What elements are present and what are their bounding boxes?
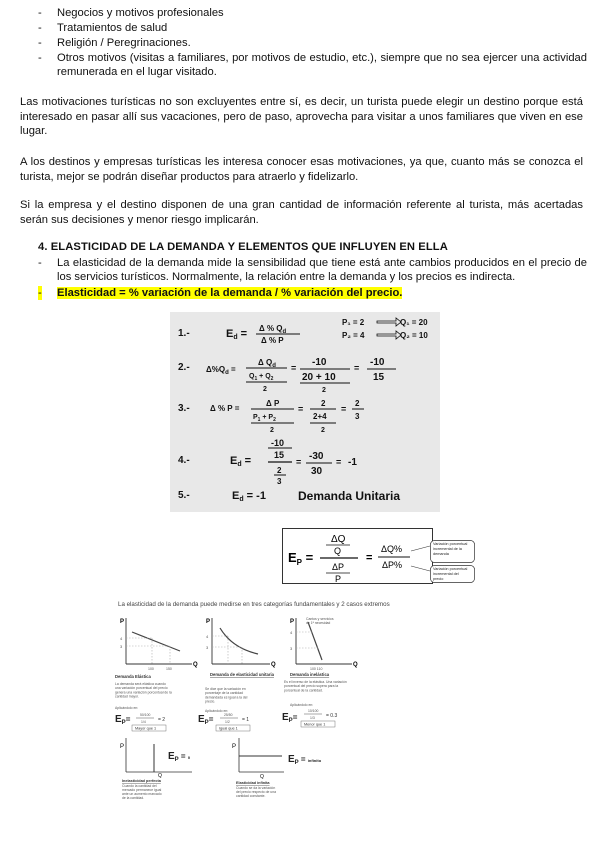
- svg-text:1/4: 1/4: [141, 720, 146, 724]
- step-number: 4.-: [178, 455, 190, 466]
- svg-text:20 + 10: 20 + 10: [302, 372, 336, 383]
- svg-text:= 2: = 2: [158, 717, 166, 723]
- svg-text:Q: Q: [193, 662, 198, 668]
- paragraph: Las motivaciones turísticas no son excluyentes entre sí, es decir, un turista puede elegir un destino porque está interesado en pasar allí sus vacaciones, pero de paso, aprovecha para visitar a unos familiares que viven en ese lugar.: [20, 96, 583, 138]
- svg-text:ΔP%: ΔP%: [382, 560, 403, 570]
- svg-text:15: 15: [373, 372, 385, 383]
- svg-text:2: 2: [322, 387, 326, 394]
- p1-label: P₁ = 2: [342, 318, 365, 327]
- svg-text:ΔQ%: ΔQ%: [381, 544, 403, 554]
- list-item-text: Otros motivos (visitas a familiares, por motivos de estudio, etc.), siempre que no sea ejercer una actividad remunerada en el lugar visitado.: [57, 52, 587, 78]
- document-page: - Negocios y motivos profesionales - Tratamientos de salud - Religión / Peregrinaciones. - Otros motivos (visitas a familiares, por motivos de estudio, etc.), siempre que no sea ejercer una actividad remunerada en el lugar visitado. Las motivaciones turísticas no son excluyentes entre sí, es decir, un turista puede elegir un destino porque está interesado en pasar allí sus vacaciones, pero de paso, aprovecha para visitar a unos familiares que viven en ese lugar. A los destinos y empresas turísticas les interesa conocer esas motivaciones, ya que, cuanto más se conozca el turista, mejor se podrán diseñar productos para atraerlo y fidelizarlo. Si la empresa y el destino disponen de una gran cantidad de información referente al turista, más acertadas serán sus decisiones y menor riesgo implicarán. 4. ELASTICIDAD DE LA DEMANDA Y ELEMENTOS QUE INFLUYEN EN ELLA - La elasticidad de la demanda mide la sensibilidad que tiene está ante cambios producidos en el precio de los servicios turísticos. Normalmente, la relación entre la demanda y los precios es indirecta. - Elasticidad = % variación de la demanda / % variación del precio. 1.- 2.- 3.- 4.- 5.- Ed = Δ % $Q_d$ Δ % P P₁ = 2 Q₁ = 20 P₂ = 4 Q₂ = 10 $\Delta\%Q_d$ = Δ $Q_d$ $Q_1 + Q_2$ 2 = -10 20 + 10 2 = -10 15 Δ % P = Δ P $P_1 + P_2$ 2 = 2 2+4 2 = 2 3 Ed = -10 15 2 3 = -30 30 = -1 Ed = -1 Demanda Unitaria $E_P$ = ΔQ Q ΔP P = ΔQ% ΔP% Variación porcentual incremental de la demanda Variación porcentual incremental del precio La elasticidad de la demanda puede medirse en tres categorías fundamentales y 2 casos extremos P Q 4 3 100 150 Demanda Elástica La demanda será elástica cuando una variación porcentual del precio genera una variación porcentual de la cantidad mayor. Aplicándolo en: $E_P^=$ 50/100 1/4 = 2 Mayor que 1 P Q 4 3 Demanda de elasticidad unitaria Se dice que la variación en porcentaje de la cantidad demandada es igual a la del precio. Aplicándolo en: $E_P^=$ 25/50 1/2 = 1 Igual que 1 P Q Cantos y servicios de 1ª necesidad 4 3 100 110 Demanda inelástica Es el inverso de la elástica. Una variación porcentual del precio supera para la porcentual de la cantidad. Aplicándolo en: $E_P^=$ 10/100 1/3 = 0.3 Menor que 1 P Q $E_P$ = 0 Inelasticidad perfecta Cuando la cantidad del mercado permanece igual ante un aumento marcado de la cantidad. P Q $E_P$ = infinito Elasticidad infinita Cuando se da la variación del precio respecto de una cantidad constante.: [0, 0, 600, 848]
- svg-text:Aplicándolo en:: Aplicándolo en:: [290, 703, 314, 707]
- svg-text:P: P: [335, 574, 342, 584]
- svg-text:4: 4: [206, 634, 209, 639]
- svg-text:ΔQ: ΔQ: [331, 534, 346, 545]
- q2-label: Q₂ = 10: [400, 331, 428, 340]
- elastic-demand-graph: [115, 618, 198, 731]
- svg-text:-30: -30: [309, 451, 324, 462]
- svg-text:150: 150: [166, 667, 172, 671]
- svg-text:Δ % P =: Δ % P =: [210, 404, 240, 413]
- elasticity-formula-figure: [282, 528, 514, 584]
- svg-text:-10: -10: [312, 357, 327, 368]
- svg-text:Δ P: Δ P: [266, 399, 280, 408]
- svg-text:4: 4: [120, 636, 123, 641]
- svg-text:EP = 0: $E_P$ = 0: [168, 751, 191, 763]
- svg-text:Δ Qd: Δ $Q_d$: [258, 358, 276, 369]
- unit-demand-graph: [198, 618, 276, 731]
- svg-text:3: 3: [355, 412, 360, 421]
- step-number: 2.-: [178, 362, 190, 373]
- svg-text:2: 2: [355, 399, 360, 408]
- extreme-label: Elasticidad infinita: [236, 781, 270, 785]
- svg-text:EP=: $E_P^=$: [198, 714, 214, 726]
- svg-text:Δ%Qd =: $\Delta\%Q_d$ =: [206, 365, 236, 376]
- list-item-text: Negocios y motivos profesionales: [57, 7, 224, 19]
- paragraph: A los destinos y empresas turísticas les interesa conocer esas motivaciones, ya que, cuanto más se conozca el turista, mejor se podrán diseñar productos para atraerlo y fidelizarlo.: [20, 156, 583, 183]
- step-number: 3.-: [178, 403, 190, 414]
- figure-caption: La elasticidad de la demanda puede medirse en tres categorías fundamentales y 2 casos extremos: [118, 601, 390, 608]
- list-item-text: Tratamientos de salud: [57, 22, 168, 34]
- svg-text:EP = infinito: $E_P$ = infinito: [288, 754, 322, 766]
- svg-text:2: 2: [270, 427, 274, 434]
- svg-text:Ed =: Ed =: [230, 455, 252, 468]
- inelastic-demand-graph: [282, 617, 358, 727]
- svg-text:Es el inverso de la elástica.: Es el inverso de la elástica. Una variación porcentual del precio supera para la porcentual de la cantidad.: [284, 680, 347, 693]
- svg-text:Cantos y servicios de: Cantos y servicios de 1ª necesidad: [306, 617, 334, 625]
- svg-text:2: 2: [321, 399, 326, 408]
- svg-text:P: P: [232, 744, 237, 750]
- result-label: Igual que 1: [219, 726, 238, 731]
- svg-text:4: 4: [290, 630, 293, 635]
- svg-text:=: =: [296, 457, 302, 467]
- svg-text:3: 3: [120, 644, 123, 649]
- elasticity-formula-text: Elasticidad = % variación de la demanda / % variación del precio.: [57, 287, 403, 299]
- svg-text:30: 30: [311, 466, 323, 477]
- q1-label: Q₁ = 20: [400, 318, 428, 327]
- svg-text:1/3: 1/3: [310, 716, 315, 720]
- svg-text:Δ % Qd: Δ % $Q_d$: [259, 324, 287, 335]
- svg-text:P: P: [120, 619, 125, 625]
- result-label: Menor que 1: [304, 722, 326, 727]
- svg-text:P1 + P2: $P_1 + P_2$: [253, 414, 276, 423]
- list-item-text: Religión / Peregrinaciones.: [57, 37, 191, 49]
- svg-text:ΔP: ΔP: [332, 562, 345, 572]
- svg-text:= 1: = 1: [242, 717, 250, 723]
- svg-text:3: 3: [290, 646, 293, 651]
- svg-text:=: =: [366, 552, 373, 564]
- svg-text:=: =: [336, 457, 342, 467]
- svg-text:Q: Q: [271, 662, 276, 668]
- svg-text:P: P: [120, 744, 125, 750]
- svg-text:15: 15: [274, 450, 285, 460]
- svg-text:Aplicándolo en:: Aplicándolo en:: [205, 709, 229, 713]
- svg-text:Cuando se da la variación: Cuando se da la variación del precio respecto de una cantidad constante.: [236, 786, 276, 798]
- note-demand: Variación porcentual incremental de la demanda: [433, 542, 468, 556]
- list-item-text: La elasticidad de la demanda mide la sensibilidad que tiene está ante cambios producidos en el precio de los servicios turísticos. Normalmente, la relación entre la demanda y los precios es indirecta.: [57, 257, 587, 283]
- svg-text:Ed = -1: Ed = -1: [232, 490, 266, 503]
- step-number: 5.-: [178, 490, 190, 501]
- svg-text:Aplicándolo en:: Aplicándolo en:: [115, 706, 139, 710]
- p2-label: P₂ = 4: [342, 331, 365, 340]
- svg-text:3: 3: [206, 645, 209, 650]
- svg-text:P: P: [206, 619, 211, 625]
- perfect-inelastic-graph: [120, 738, 192, 800]
- svg-text:Ed =: Ed =: [226, 328, 248, 341]
- svg-text:2: 2: [277, 466, 282, 475]
- svg-text:=: =: [291, 363, 297, 373]
- svg-text:La demanda será elástica cuand: La demanda será elástica cuando una variación porcentual del precio genera una variación porcentual de la cantidad mayor.: [115, 682, 172, 699]
- paragraph: Si la empresa y el destino disponen de una gran cantidad de información referente al turista, más acertadas serán sus decisiones y menor riesgo implicarán.: [20, 199, 583, 226]
- svg-text:Q: Q: [353, 662, 358, 668]
- svg-text:Q: Q: [260, 774, 264, 780]
- svg-text:-10: -10: [271, 438, 285, 448]
- svg-text:1/2: 1/2: [225, 720, 230, 724]
- svg-text:Q1 + Q2: $Q_1 + Q_2$: [249, 373, 274, 382]
- note-price: Variación porcentual incremental del precio: [433, 567, 468, 581]
- category-label: Demanda inelástica: [290, 672, 330, 677]
- svg-text:= 0.3: = 0.3: [326, 713, 338, 719]
- svg-text:2: 2: [321, 427, 325, 434]
- extreme-label: Inelasticidad perfecta: [122, 779, 161, 783]
- svg-text:Se dice que la variación en: Se dice que la variación en porcentaje de la cantidad demandada es igual a la del precio.: [205, 687, 248, 704]
- svg-text:Δ % P: Δ % P: [261, 336, 284, 345]
- svg-text:-1: -1: [348, 457, 357, 468]
- svg-text:25/50: 25/50: [224, 713, 233, 717]
- svg-text:2+4: 2+4: [313, 412, 327, 421]
- svg-text:Cuando la cantidad del: Cuando la cantidad del mercado permanece igual ante un aumento marcado de la cantidad.: [122, 784, 162, 800]
- svg-text:=: =: [354, 363, 360, 373]
- category-label: Demanda Elástica: [115, 674, 151, 679]
- svg-text:100: 100: [148, 667, 154, 671]
- svg-text:=: =: [298, 404, 304, 414]
- svg-text:10/100: 10/100: [308, 709, 319, 713]
- svg-text:=: =: [341, 404, 347, 414]
- svg-text:Q: Q: [334, 546, 342, 556]
- elasticity-calculation-figure: [170, 312, 440, 512]
- section-heading: 4. ELASTICIDAD DE LA DEMANDA Y ELEMENTOS QUE INFLUYEN EN ELLA: [38, 241, 448, 253]
- ep-symbol: $E_P$ =: [288, 550, 314, 567]
- svg-text:3: 3: [277, 477, 282, 486]
- elasticity-categories-figure: [112, 596, 502, 811]
- result-label: Mayor que 1: [135, 726, 157, 731]
- svg-text:100 110: 100 110: [310, 667, 323, 671]
- svg-text:-10: -10: [370, 357, 385, 368]
- svg-text:2: 2: [263, 386, 267, 393]
- infinite-elastic-graph: [232, 738, 322, 798]
- svg-text:Q: Q: [158, 773, 162, 779]
- svg-text:P: P: [290, 619, 295, 625]
- svg-text:50/100: 50/100: [140, 713, 151, 717]
- demanda-unitaria-label: Demanda Unitaria: [298, 489, 401, 503]
- category-label: Demanda de elasticidad unitaria: [210, 672, 274, 677]
- svg-text:EP=: $E_P^=$: [115, 714, 131, 726]
- svg-text:EP=: $E_P^=$: [282, 712, 298, 724]
- step-number: 1.-: [178, 328, 190, 339]
